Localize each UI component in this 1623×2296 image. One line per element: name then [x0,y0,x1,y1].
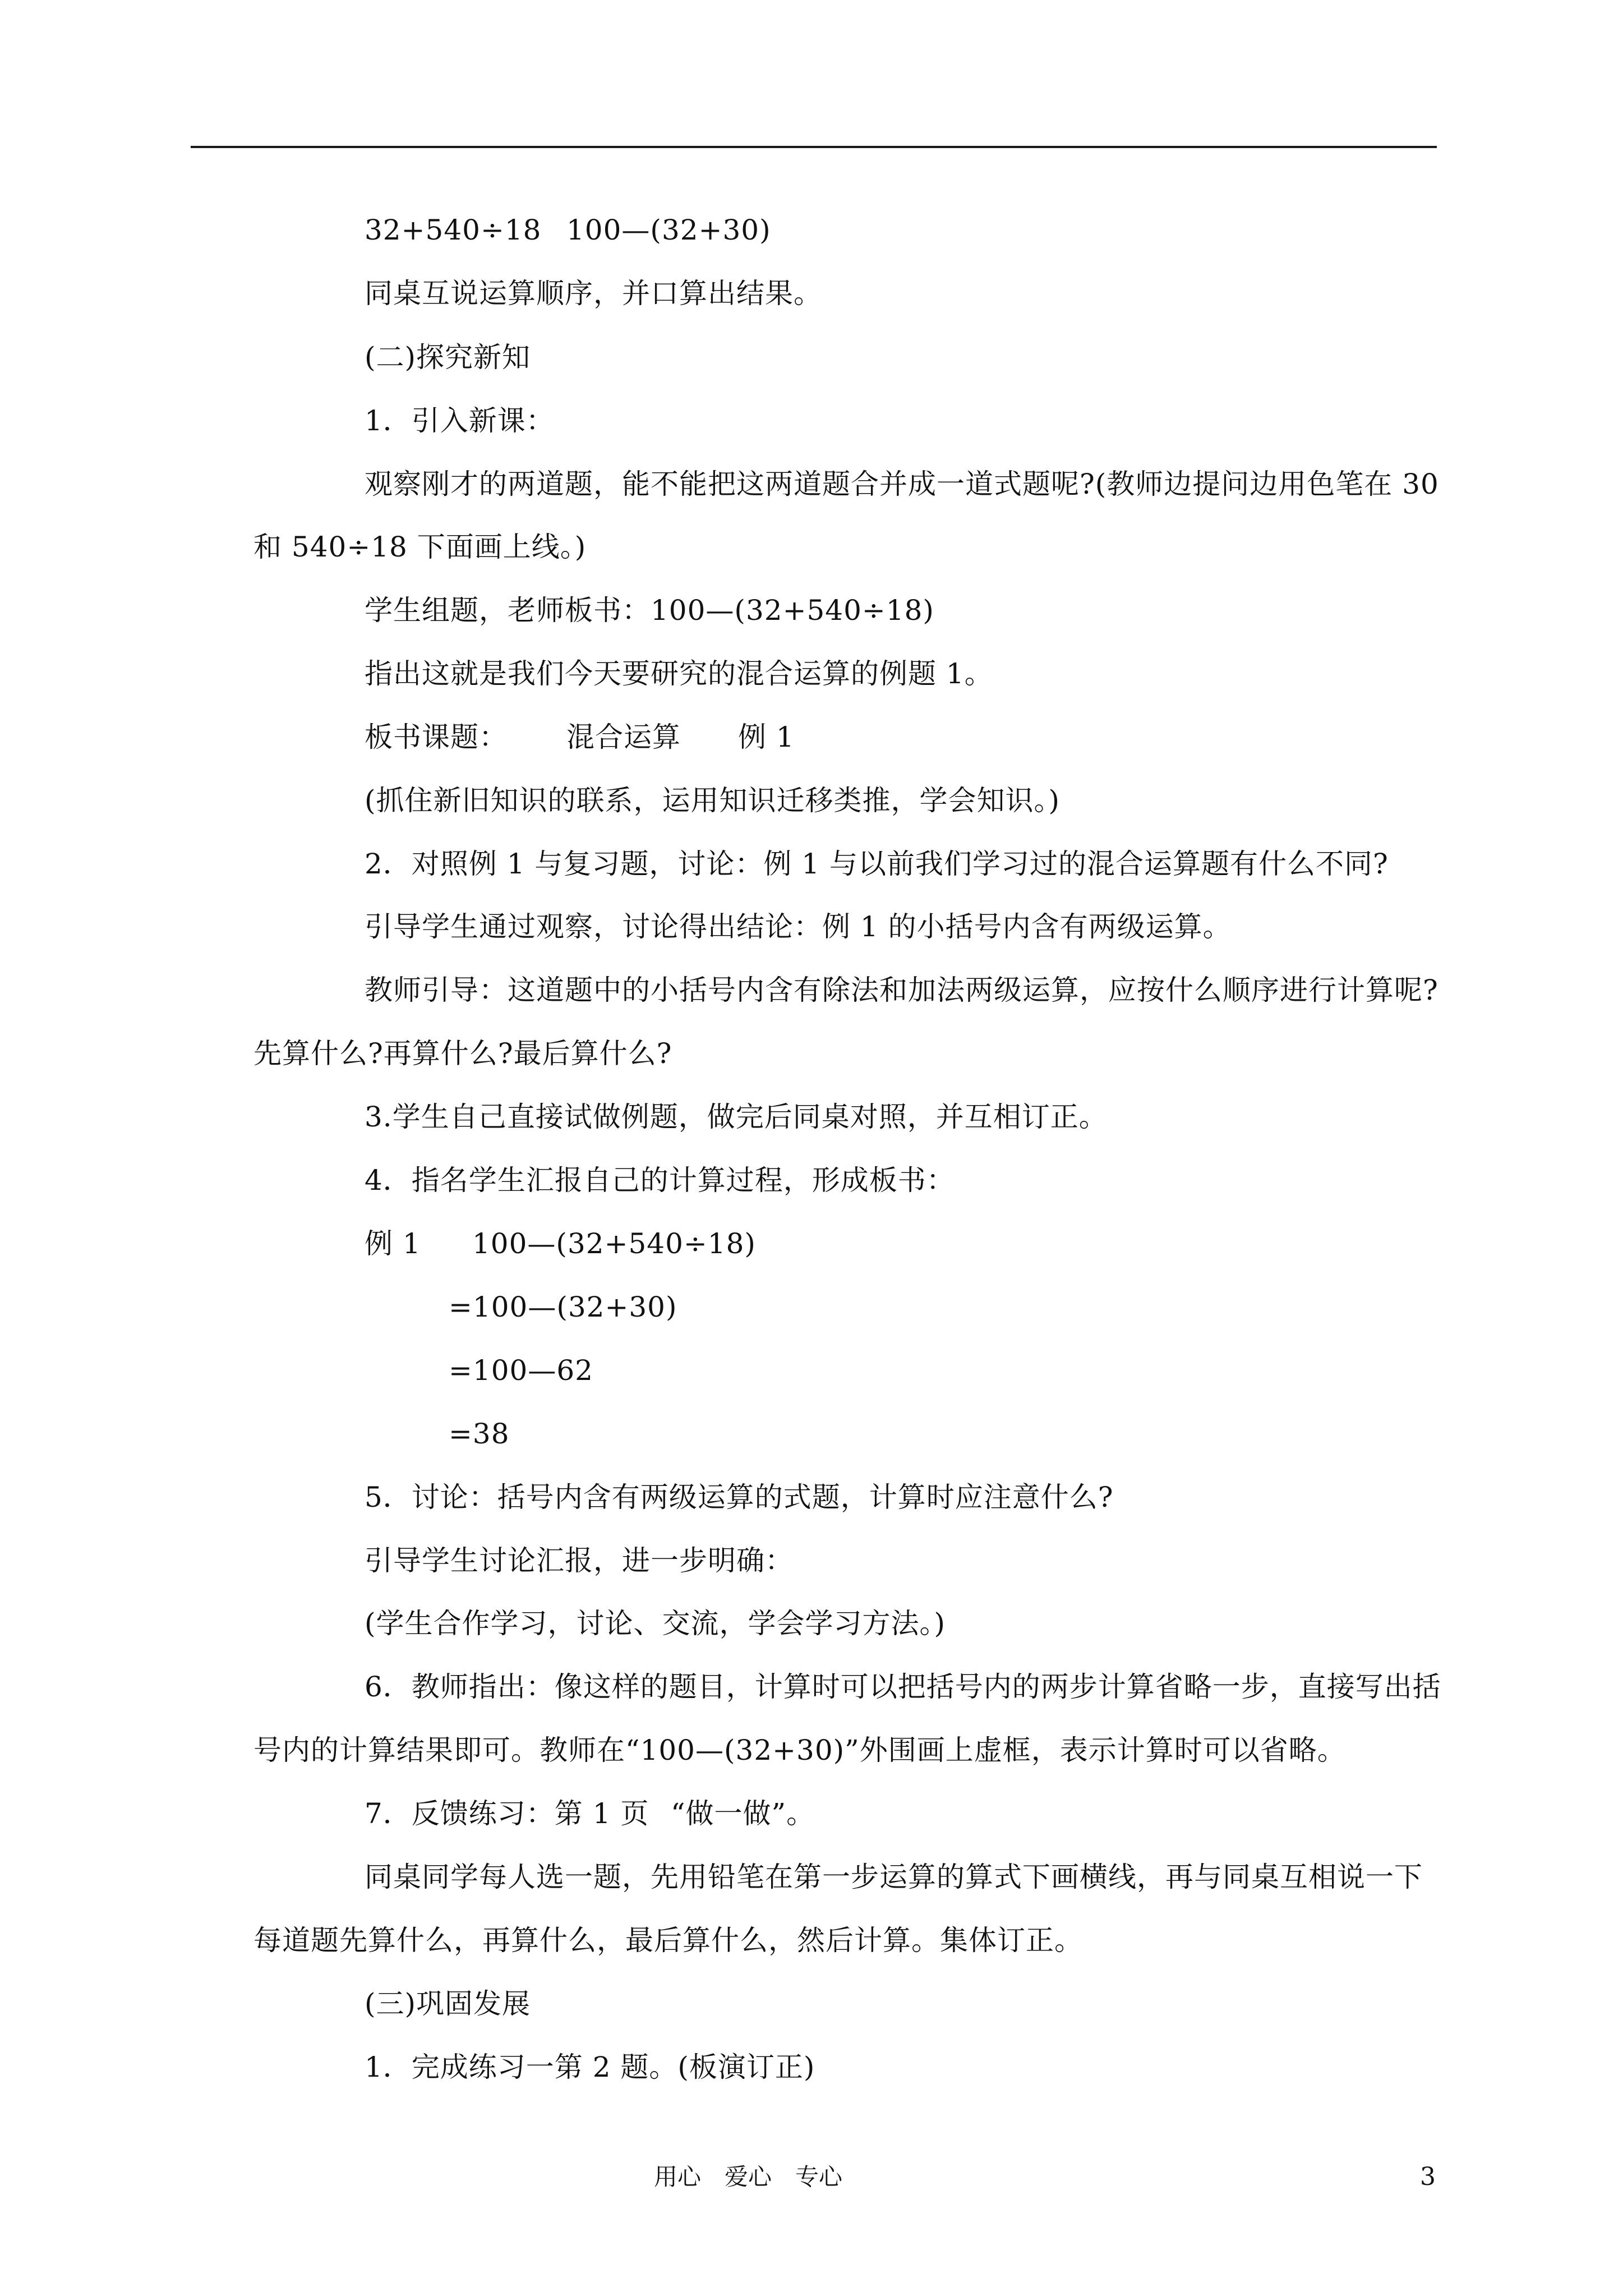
paragraph-note: (抓住新旧知识的联系，运用知识迁移类推，学会知识。) [365,784,1061,817]
header-rule [191,146,1437,148]
example-step: 100—(32+540÷18) [472,1227,756,1260]
paragraph: 同桌互说运算顺序，并口算出结果。 [365,277,822,310]
paragraph-continuation: 和 540÷18 下面画上线。) [253,531,587,563]
paragraph-note: (学生合作学习，讨论、交流，学会学习方法。) [365,1607,946,1640]
paragraph-continuation: 号内的计算结果即可。教师在“100—(32+30)”外围画上虚框，表示计算时可以省略。 [253,1734,1346,1766]
paragraph: 6．教师指出：像这样的题目，计算时可以把括号内的两步计算省略一步，直接写出括 [365,1671,1441,1703]
paragraph: 观察刚才的两道题，能不能把这两道题合并成一道式题呢?(教师边提问边用色笔在 30 [365,468,1439,500]
paragraph: 引导学生讨论汇报，进一步明确： [365,1544,794,1577]
paragraph: 指出这就是我们今天要研究的混合运算的例题 1。 [365,657,993,690]
review-expression-b: 100—(32+30) [566,214,771,246]
step-heading: 1．引入新课： [365,404,555,437]
paragraph: 5．讨论：括号内含有两级运算的式题，计算时应注意什么? [365,1481,1114,1513]
example-step: =100—62 [449,1354,593,1387]
board-title-topic: 混合运算 [566,721,681,753]
paragraph-continuation: 每道题先算什么，再算什么，最后算什么，然后计算。集体订正。 [253,1924,1083,1957]
paragraph: 学生组题，老师板书：100—(32+540÷18) [365,594,934,627]
footer-motto: 用心 爱心 专心 [654,2163,843,2191]
board-title-example: 例 1 [738,721,795,753]
paragraph: 2．对照例 1 与复习题，讨论：例 1 与以前我们学习过的混合运算题有什么不同? [365,848,1389,880]
paragraph-continuation: 先算什么?再算什么?最后算什么? [253,1037,672,1070]
paragraph: 7．反馈练习：第 1 页 [365,1797,649,1830]
paragraph: 1．完成练习一第 2 题。(板演订正) [365,2051,815,2083]
page-number: 3 [1420,2162,1436,2191]
example-label: 例 1 [365,1227,421,1260]
example-step: =100—(32+30) [449,1291,677,1323]
section-heading: (二)探究新知 [365,341,531,374]
paragraph-quote: “做一做”。 [671,1797,815,1830]
review-expression-a: 32+540÷18 [365,214,542,246]
paragraph: 教师引导：这道题中的小括号内含有除法和加法两级运算，应按什么顺序进行计算呢? [365,974,1438,1006]
paragraph: 同桌同学每人选一题，先用铅笔在第一步运算的算式下画横线，再与同桌互相说一下 [365,1861,1423,1893]
paragraph: 引导学生通过观察，讨论得出结论：例 1 的小括号内含有两级运算。 [365,910,1232,943]
board-title-label: 板书课题： [365,721,508,753]
paragraph: 4．指名学生汇报自己的计算过程，形成板书： [365,1164,955,1197]
section-heading: (三)巩固发展 [365,1987,531,2020]
paragraph: 3.学生自己直接试做例题，做完后同桌对照，并互相订正。 [365,1101,1108,1133]
example-step: =38 [449,1418,510,1450]
